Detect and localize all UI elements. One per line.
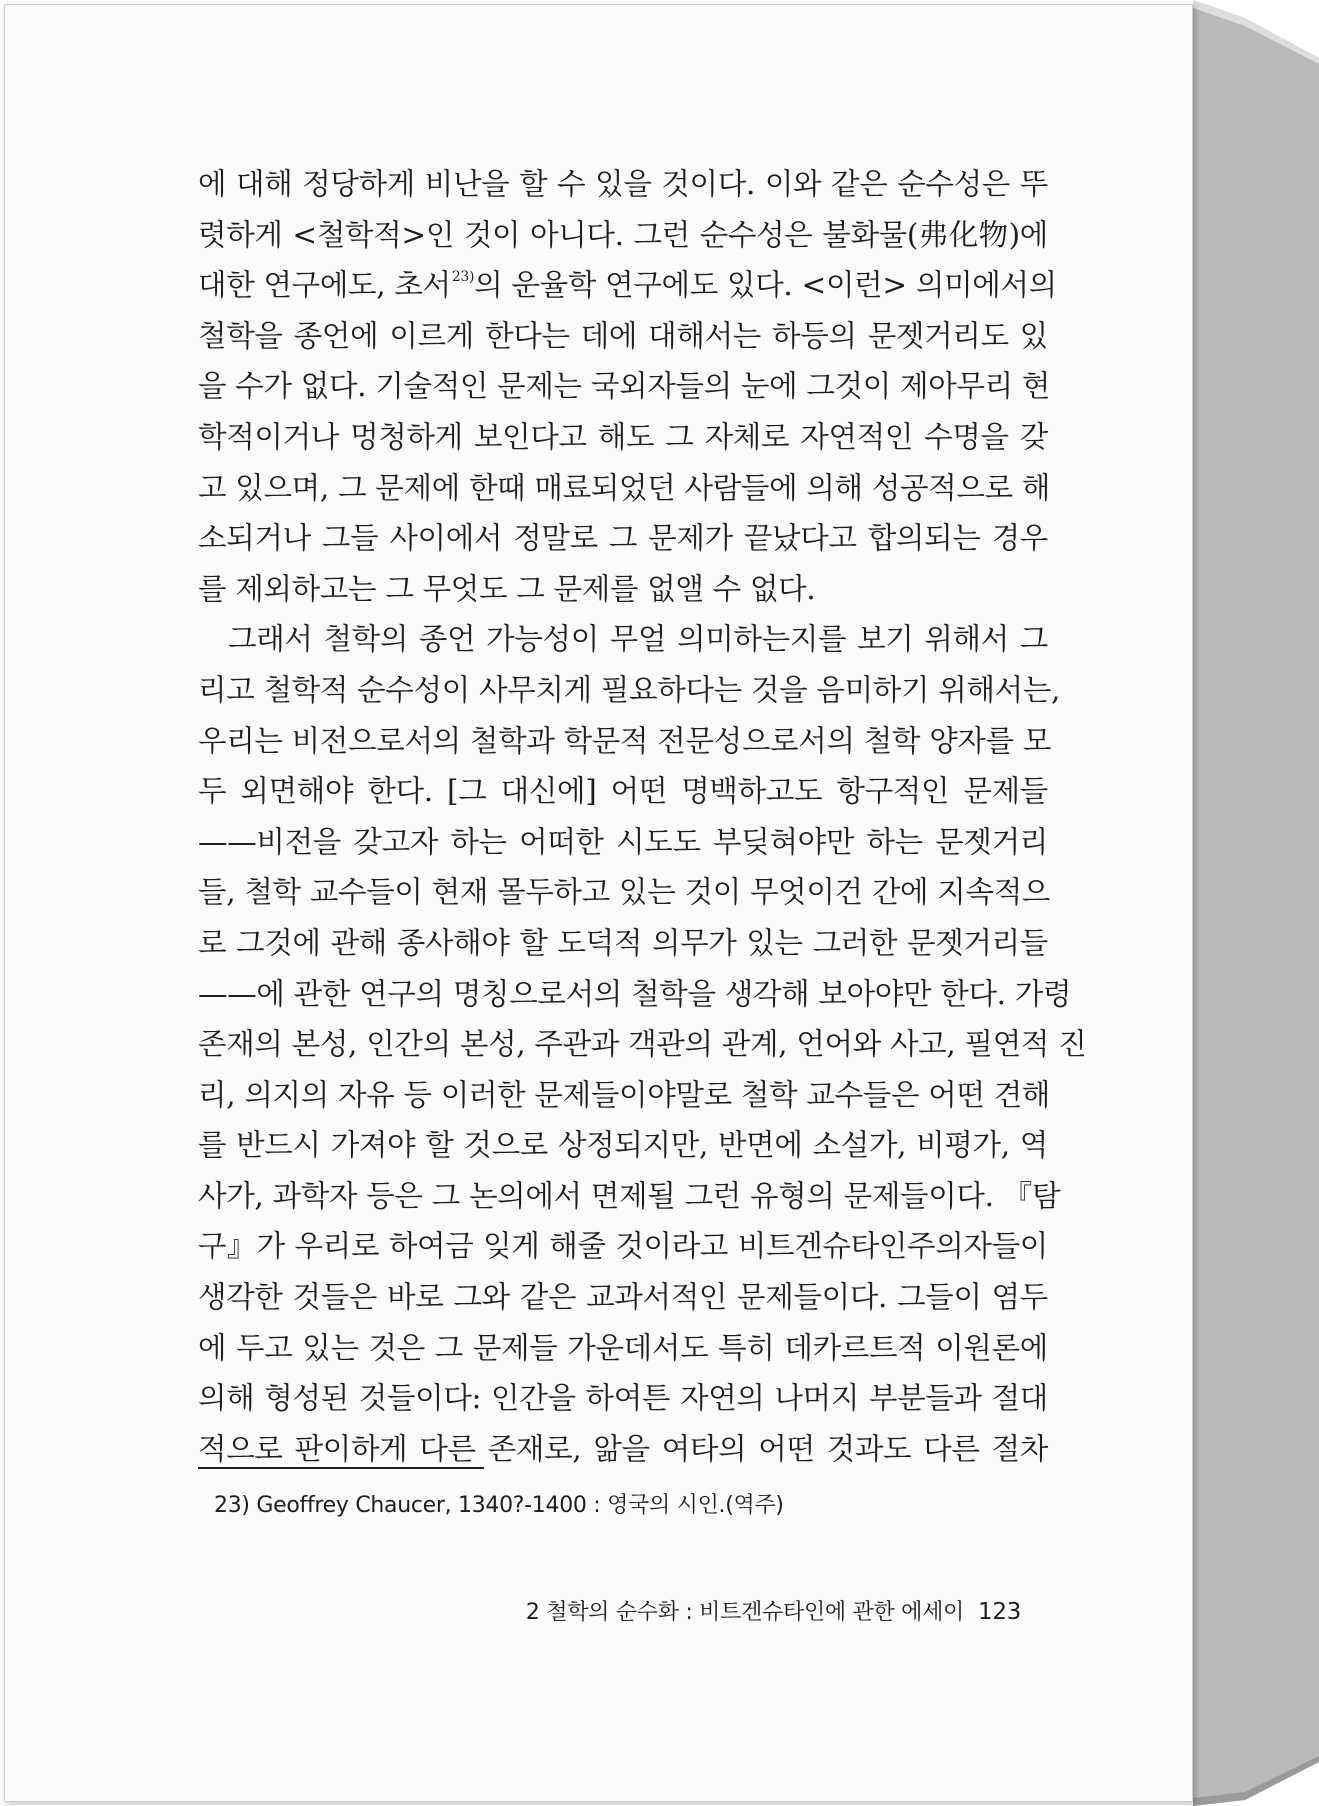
footnote-divider (198, 1467, 484, 1469)
paragraph (198, 159, 1057, 614)
text-segment: 대한 연구에도, 초서 (198, 268, 451, 303)
text-line: 를 반드시 가져야 할 것으로 상정되지만, 반면에 소설가, 비평가, 역 (198, 1128, 1048, 1163)
text-line: 그래서 철학의 종언 가능성이 무얼 의미하는지를 보기 위해서 그 (228, 622, 1048, 657)
text-line: 에 두고 있는 것은 그 문제들 가운데서도 특히 데카르트적 이원론에 (198, 1330, 1048, 1365)
text-line: 적으로 판이하게 다른 존재로, 앎을 여타의 어떤 것과도 다른 절차 (198, 1431, 1048, 1466)
body-text (198, 159, 1087, 1474)
text-line: 로 그것에 관해 종사해야 할 도덕적 의무가 있는 그러한 문젯거리들 (198, 925, 1048, 960)
running-head: 2 철학의 순수화 : 비트겐슈타인에 관한 에세이 (525, 1600, 964, 1625)
paragraph (198, 614, 1087, 1474)
page-number: 123 (978, 1599, 1021, 1625)
text-line: 생각한 것들은 바로 그와 같은 교과서적인 문제들이다. 그들이 염두 (198, 1280, 1048, 1315)
text-line: 두 외면해야 한다. [그 대신에] 어떤 명백하고도 항구적인 문제들 (198, 774, 1048, 809)
text-line: 리, 의지의 자유 등 이러한 문제들이야말로 철학 교수들은 어떤 견해 (198, 1077, 1051, 1112)
text-line: 의해 형성된 것들이다: 인간을 하여튼 자연의 나머지 부분들과 절대 (198, 1381, 1048, 1416)
text-line: ——에 관한 연구의 명칭으로서의 철학을 생각해 보아야만 한다. 가령 (198, 976, 1072, 1011)
text-line: 사가, 과학자 등은 그 논의에서 면제될 그런 유형의 문제들이다. 『탐 (198, 1178, 1061, 1213)
footnote: 23) Geoffrey Chaucer, 1340?-1400 : 영국의 시인.(역주) (214, 1493, 784, 1518)
text-line: 리고 철학적 순수성이 사무치게 필요하다는 것을 음미하기 위해서는, (198, 672, 1061, 707)
text-line: 에 대해 정당하게 비난을 할 수 있을 것이다. 이와 같은 순수성은 뚜 (198, 167, 1048, 201)
book-page-edge (1193, 0, 1319, 1806)
text-line: 우리는 비전으로서의 철학과 학문적 전문성으로서의 철학 양자를 모 (198, 723, 1052, 758)
text-segment: 의 운율학 연구에도 있다. <이런> 의미에서의 (474, 268, 1057, 303)
text-line: 을 수가 없다. 기술적인 문제는 국외자들의 눈에 그것이 제아무리 현 (198, 369, 1051, 404)
text-line: 철학을 종언에 이르게 한다는 데에 대해서는 하등의 문젯거리도 있 (198, 318, 1048, 353)
text-line (198, 260, 1057, 311)
text-line: 소되거나 그들 사이에서 정말로 그 문제가 끝났다고 합의되는 경우 (198, 521, 1048, 556)
footnote-reference: 23) (451, 269, 475, 286)
running-footer (503, 1595, 1021, 1626)
text-line: 존재의 본성, 인간의 본성, 주관과 객관의 관계, 언어와 사고, 필연적 진 (198, 1027, 1087, 1062)
text-line: 고 있으며, 그 문제에 한때 매료되었던 사람들에 의해 성공적으로 해 (198, 470, 1051, 505)
text-line: ——비전을 갖고자 하는 어떠한 시도도 부딪혀야만 하는 문젯거리 (198, 824, 1048, 859)
text-line: 들, 철학 교수들이 현재 몰두하고 있는 것이 무엇이건 간에 지속적으 (198, 875, 1051, 910)
text-line: 학적이거나 멍청하게 보인다고 해도 그 자체로 자연적인 수명을 갖 (198, 419, 1048, 454)
text-line: 렷하게 <철학적>인 것이 아니다. 그런 순수성은 불화물(弗化物)에 (198, 217, 1048, 252)
text-line: 구』가 우리로 하여금 잊게 해줄 것이라고 비트겐슈타인주의자들이 (198, 1229, 1048, 1264)
text-line: 를 제외하고는 그 무엇도 그 문제를 없앨 수 없다. (198, 571, 816, 606)
